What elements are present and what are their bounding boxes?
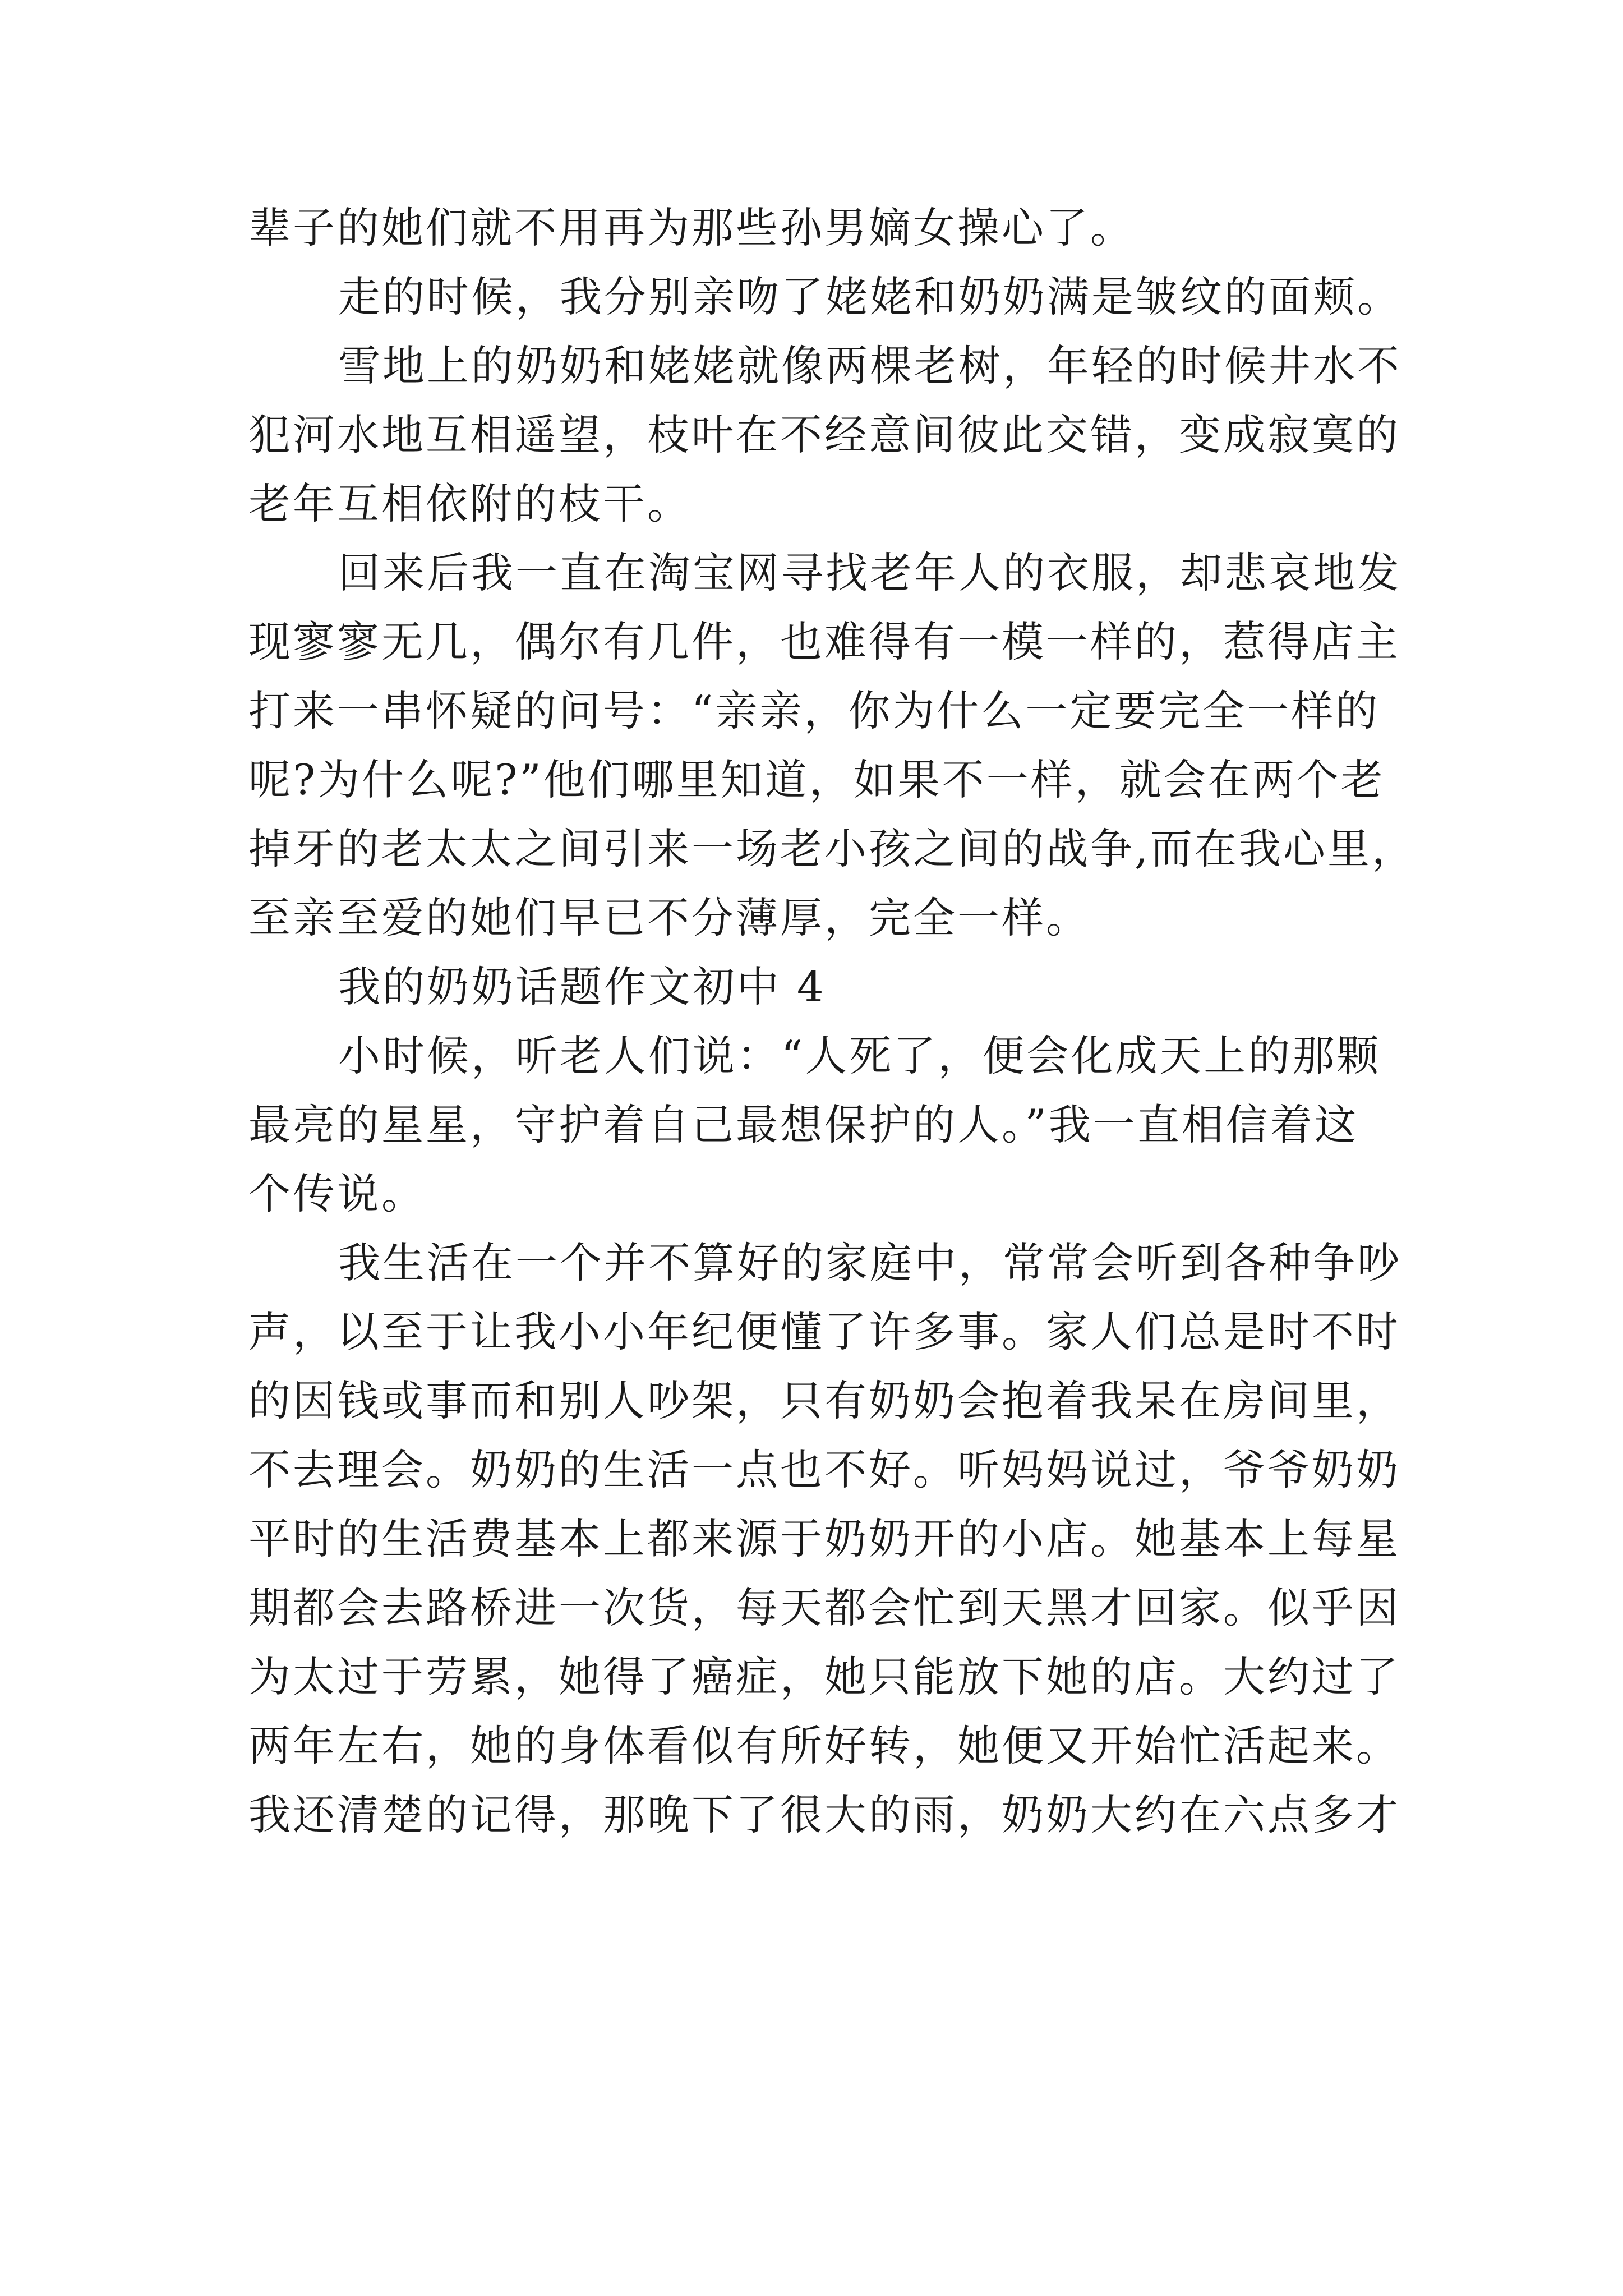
text-line: 辈子的她们就不用再为那些孙男嫡女操心了。 <box>248 203 1135 252</box>
text-line: 为太过于劳累，她得了癌症，她只能放下她的店。大约过了 <box>248 1652 1401 1701</box>
text-line: 声，以至于让我小小年纪便懂了许多事。家人们总是时不时 <box>248 1307 1401 1356</box>
text-line: 打来一串怀疑的问号：“亲亲，你为什么一定要完全一样的 <box>248 686 1380 735</box>
text-line: 平时的生活费基本上都来源于奶奶开的小店。她基本上每星 <box>248 1514 1401 1563</box>
text-line: 我的奶奶话题作文初中 4 <box>338 962 826 1011</box>
text-line: 至亲至爱的她们早已不分薄厚，完全一样。 <box>248 893 1091 942</box>
text-line: 不去理会。奶奶的生活一点也不好。听妈妈说过，爷爷奶奶 <box>248 1445 1401 1494</box>
text-line: 走的时候，我分别亲吻了姥姥和奶奶满是皱纹的面颊。 <box>338 272 1402 321</box>
text-line: 我生活在一个并不算好的家庭中，常常会听到各种争吵 <box>338 1238 1402 1287</box>
text-line: 现寥寥无几，偶尔有几件，也难得有一模一样的，惹得店主 <box>248 617 1401 666</box>
text-line: 两年左右，她的身体看似有所好转，她便又开始忙活起来。 <box>248 1721 1401 1770</box>
text-line: 雪地上的奶奶和姥姥就像两棵老树，年轻的时候井水不 <box>338 341 1402 390</box>
text-line: 个传说。 <box>248 1169 426 1218</box>
text-line: 呢?为什么呢?”他们哪里知道，如果不一样，就会在两个老 <box>248 755 1385 804</box>
text-line: 最亮的星星，守护着自己最想保护的人。”我一直相信着这 <box>248 1100 1359 1149</box>
body-text <box>248 194 1416 1849</box>
text-line: 掉牙的老太太之间引来一场老小孩之间的战争,而在我心里， <box>248 824 1416 873</box>
text-line: 犯河水地互相遥望，枝叶在不经意间彼此交错，变成寂寞的 <box>248 410 1401 459</box>
text-line: 老年互相依附的枝干。 <box>248 479 692 528</box>
text-line: 的因钱或事而和别人吵架，只有奶奶会抱着我呆在房间里， <box>248 1376 1401 1425</box>
text-line: 小时候，听老人们说：“人死了，便会化成天上的那颗 <box>338 1031 1381 1080</box>
text-line: 我还清楚的记得，那晚下了很大的雨，奶奶大约在六点多才 <box>248 1790 1401 1839</box>
text-line: 期都会去路桥进一次货，每天都会忙到天黑才回家。似乎因 <box>248 1583 1401 1632</box>
text-line: 回来后我一直在淘宝网寻找老年人的衣服，却悲哀地发 <box>338 548 1402 597</box>
